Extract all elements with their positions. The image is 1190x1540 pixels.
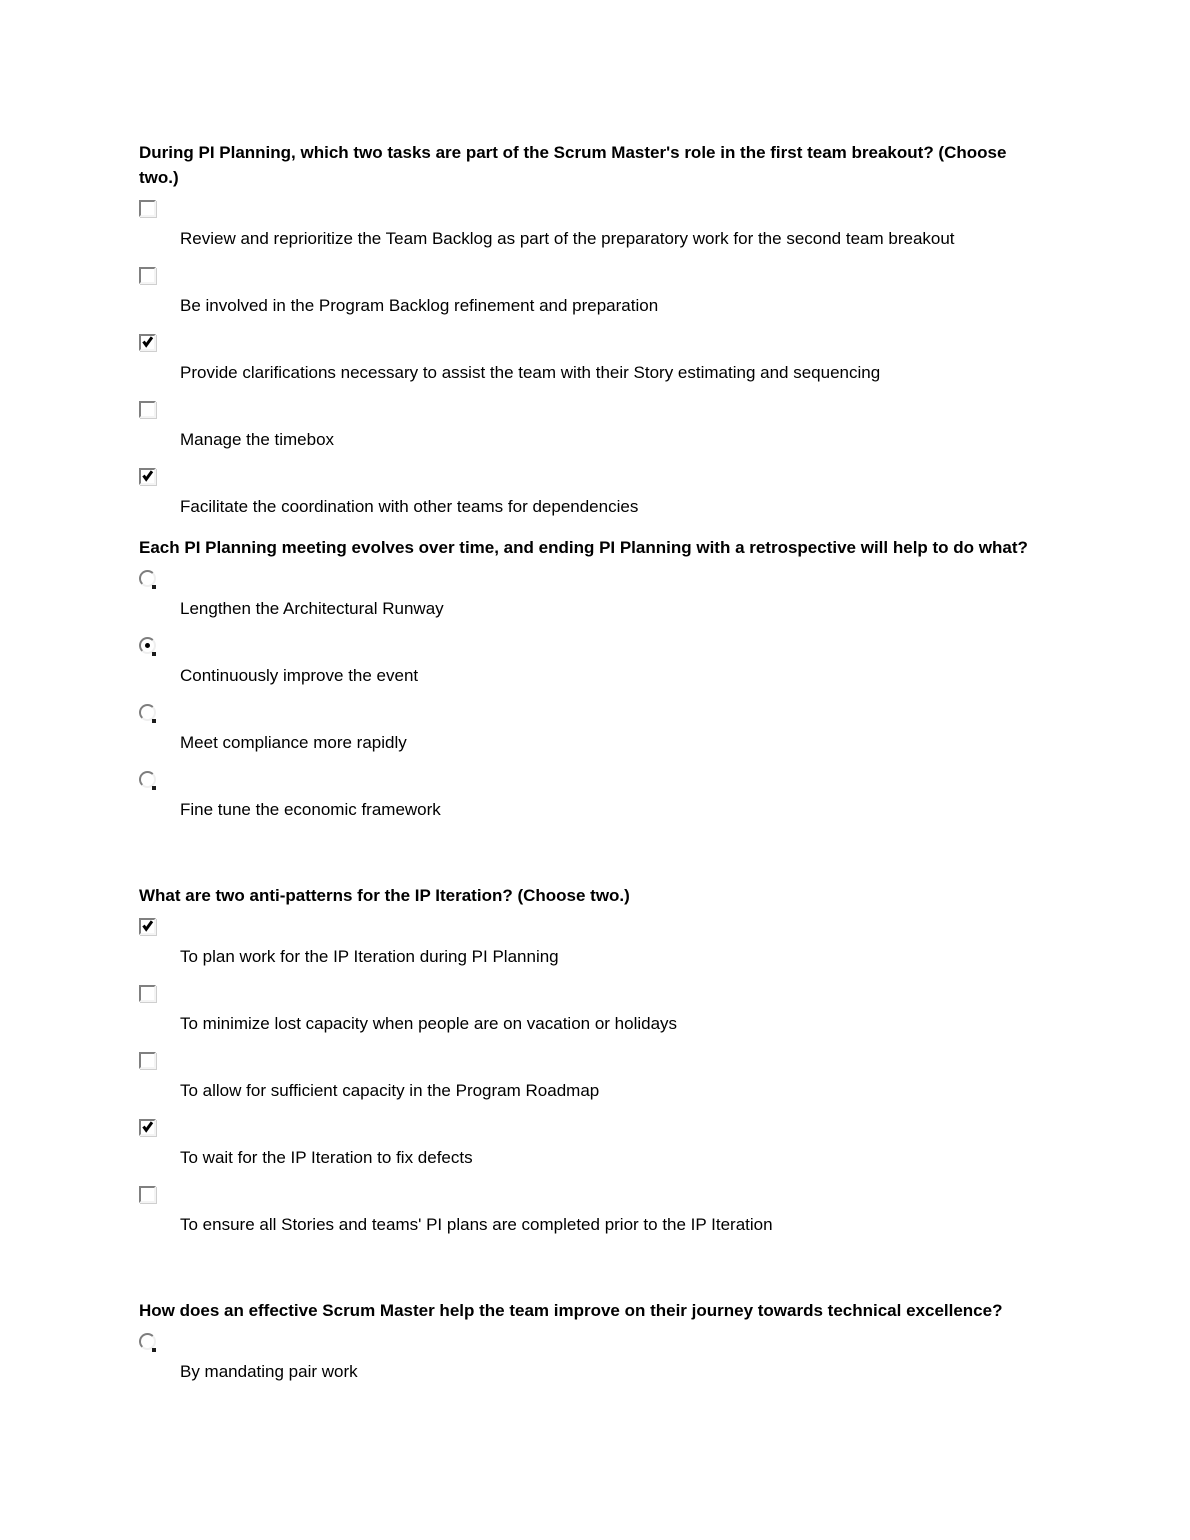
option-label: By mandating pair work (180, 1362, 358, 1381)
option-label: Review and reprioritize the Team Backlog as part of the preparatory work for the second team breakout (180, 229, 955, 248)
answer-option (139, 1052, 1045, 1104)
option-label: Facilitate the coordination with other teams for dependencies (180, 497, 639, 516)
option-control-line (139, 1333, 1045, 1350)
option-control-line (139, 401, 1045, 418)
check-icon (141, 470, 154, 483)
answer-option (139, 1186, 1045, 1238)
option-control-line (139, 637, 1045, 654)
checkbox-input-checked[interactable] (139, 918, 156, 935)
question-prompt: What are two anti-patterns for the IP Iteration? (Choose two.) (139, 886, 630, 905)
answer-option (139, 468, 1045, 520)
radio-input[interactable] (139, 570, 156, 587)
option-label: Manage the timebox (180, 430, 335, 449)
option-label: Lengthen the Architectural Runway (180, 599, 444, 618)
blank-spacer (139, 838, 1045, 883)
option-label: Meet compliance more rapidly (180, 733, 407, 752)
answer-option (139, 985, 1045, 1037)
question-2 (139, 535, 1045, 823)
option-control-line (139, 985, 1045, 1002)
option-control-line (139, 1119, 1045, 1136)
option-control-line (139, 334, 1045, 351)
radio-shadow-notch (152, 1348, 156, 1352)
checkbox-input[interactable] (139, 1052, 156, 1069)
check-icon (141, 1121, 154, 1134)
checkbox-input-checked[interactable] (139, 1119, 156, 1136)
answer-option (139, 200, 1045, 252)
answer-option (139, 1333, 1045, 1385)
quiz-question-list (139, 140, 1045, 1385)
question-3 (139, 883, 1045, 1238)
checkbox-input[interactable] (139, 401, 156, 418)
radio-dot-icon (145, 643, 150, 648)
answer-option (139, 1119, 1045, 1171)
question-4 (139, 1298, 1045, 1385)
answer-option (139, 918, 1045, 970)
option-control-line (139, 918, 1045, 935)
blank-spacer (139, 1253, 1045, 1298)
radio-shadow-notch (152, 786, 156, 790)
option-control-line (139, 1052, 1045, 1069)
radio-shadow-notch (152, 652, 156, 656)
option-label: To wait for the IP Iteration to fix defects (180, 1148, 473, 1167)
option-label: To plan work for the IP Iteration during PI Planning (180, 947, 559, 966)
option-control-line (139, 704, 1045, 721)
option-label: To ensure all Stories and teams' PI plans are completed prior to the IP Iteration (180, 1215, 773, 1234)
option-label: To minimize lost capacity when people are on vacation or holidays (180, 1014, 678, 1033)
option-control-line (139, 267, 1045, 284)
radio-input-selected[interactable] (139, 637, 156, 654)
answer-option (139, 771, 1045, 823)
radio-shadow-notch (152, 585, 156, 589)
question-prompt: Each PI Planning meeting evolves over time, and ending PI Planning with a retrospective will help to do what? (139, 538, 1028, 557)
option-label: To allow for sufficient capacity in the Program Roadmap (180, 1081, 600, 1100)
option-label: Fine tune the economic framework (180, 800, 441, 819)
question-1 (139, 140, 1045, 520)
answer-option (139, 334, 1045, 386)
check-icon (141, 336, 154, 349)
answer-option (139, 401, 1045, 453)
checkbox-input-checked[interactable] (139, 468, 156, 485)
checkbox-input-checked[interactable] (139, 334, 156, 351)
option-label: Be involved in the Program Backlog refinement and preparation (180, 296, 659, 315)
answer-option (139, 637, 1045, 689)
answer-option (139, 704, 1045, 756)
option-control-line (139, 468, 1045, 485)
checkbox-input[interactable] (139, 200, 156, 217)
checkbox-input[interactable] (139, 267, 156, 284)
option-label: Continuously improve the event (180, 666, 419, 685)
answer-option (139, 570, 1045, 622)
checkbox-input[interactable] (139, 1186, 156, 1203)
question-prompt: How does an effective Scrum Master help the team improve on their journey towards technical excellence? (139, 1301, 1003, 1320)
checkbox-input[interactable] (139, 985, 156, 1002)
radio-shadow-notch (152, 719, 156, 723)
answer-option (139, 267, 1045, 319)
radio-input[interactable] (139, 771, 156, 788)
radio-input[interactable] (139, 704, 156, 721)
option-control-line (139, 570, 1045, 587)
radio-input[interactable] (139, 1333, 156, 1350)
option-control-line (139, 1186, 1045, 1203)
check-icon (141, 920, 154, 933)
option-control-line (139, 200, 1045, 217)
option-control-line (139, 771, 1045, 788)
option-label: Provide clarifications necessary to assist the team with their Story estimating and sequencing (180, 363, 881, 382)
question-prompt: During PI Planning, which two tasks are part of the Scrum Master's role in the first team breakout? (Choose two.) (139, 143, 1007, 187)
